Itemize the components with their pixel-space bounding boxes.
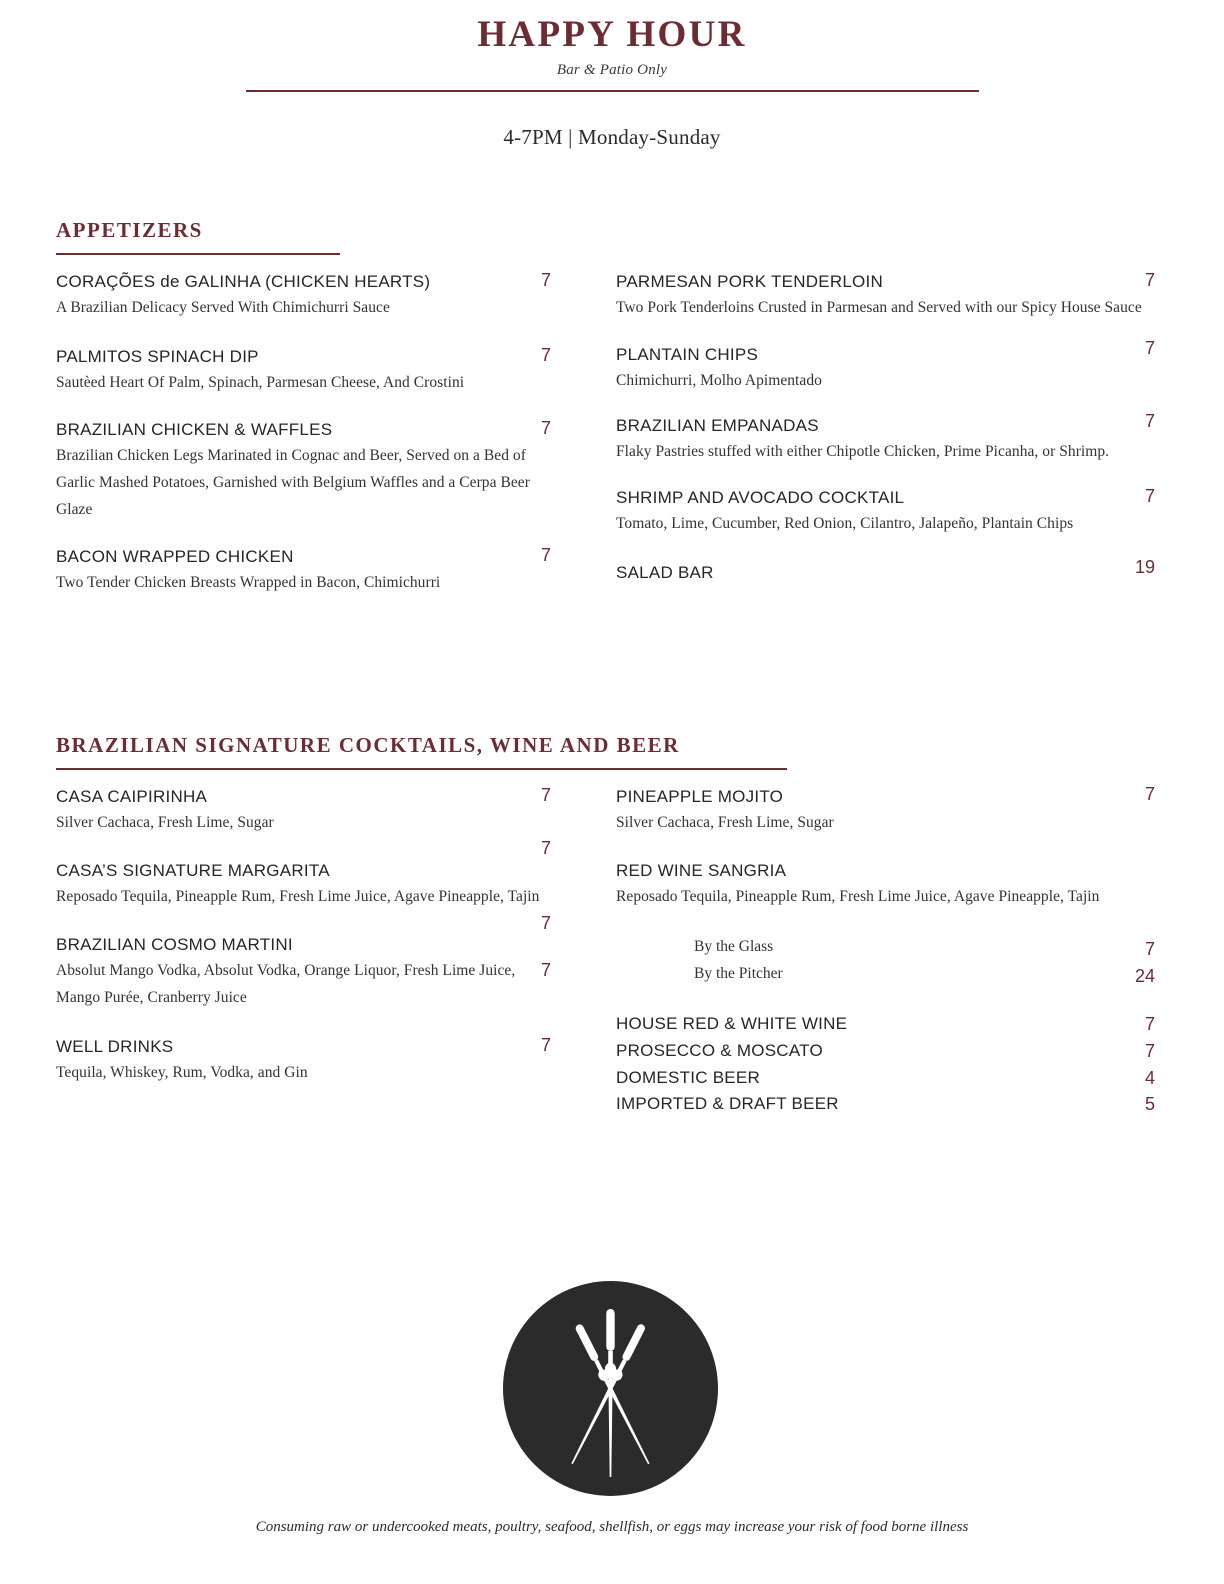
item-name: BRAZILIAN EMPANADAS [616, 416, 819, 436]
item-name: CORAÇÕES de GALINHA (CHICKEN HEARTS) [56, 272, 431, 291]
menu-item [56, 860, 551, 933]
item-name: BACON WRAPPED CHICKEN [56, 547, 294, 567]
menu-item [616, 272, 1168, 322]
item-name: PINEAPPLE MOJITO [616, 787, 784, 806]
sangria-option-label: By the Glass [694, 938, 774, 956]
item-name: PALMITOS SPINACH DIP [56, 346, 259, 366]
menu-item [616, 556, 1168, 583]
sangria-options [616, 934, 1168, 987]
item-price: 19 [1134, 556, 1155, 577]
crossed-skewers-icon [503, 1281, 718, 1496]
item-price: 7 [1144, 337, 1155, 358]
section-appetizers [56, 218, 1168, 592]
menu-item [616, 411, 1168, 466]
item-price: 7 [540, 912, 551, 933]
item-price: 7 [1144, 485, 1155, 506]
item-description: A Brazilian Delicacy Served With Chimichurri Sauce [56, 299, 390, 316]
item-name: HOUSE RED & WHITE WINE [616, 1013, 848, 1033]
menu-item [616, 784, 1168, 837]
happy-hour-times: 4-7PM | Monday-Sunday [503, 124, 721, 149]
item-name: IMPORTED & DRAFT BEER [616, 1094, 839, 1114]
item-name: CASA’S SIGNATURE MARGARITA [56, 860, 330, 880]
item-description: Brazilian Chicken Legs Marinated in Cognac and Beer, Served on a Bed of Garlic Mashed Potatoes, Garnished with Belgium Waffles and a Cerpa Beer Glaze [56, 447, 530, 518]
section-divider-cocktails [56, 768, 787, 770]
footer-disclaimer: Consuming raw or undercooked meats, poultry, seafood, shellfish, or eggs may increase your risk of food borne illness [255, 1519, 969, 1535]
menu-item [616, 337, 1168, 395]
item-price: 7 [540, 270, 551, 290]
item-price: 7 [540, 418, 551, 439]
wine-beer-row [616, 1011, 1168, 1038]
item-name: PLANTAIN CHIPS [616, 344, 759, 364]
item-description: Silver Cachaca, Fresh Lime, Sugar [616, 814, 834, 831]
item-price-secondary: 7 [540, 838, 551, 858]
wine-beer-row [616, 1038, 1168, 1065]
item-price: 5 [1144, 1094, 1155, 1115]
item-name: SALAD BAR [616, 562, 714, 582]
page-subtitle: Bar & Patio Only [556, 61, 668, 78]
section-cocktails-wine-beer [56, 733, 1168, 1115]
item-description: Tequila, Whiskey, Rum, Vodka, and Gin [56, 1063, 308, 1081]
menu-item [616, 861, 1168, 911]
item-description: Two Pork Tenderloins Crusted in Parmesan and Served with our Spicy House Sauce [616, 299, 1142, 316]
item-description: Silver Cachaca, Fresh Lime, Sugar [56, 814, 274, 831]
item-name: PARMESAN PORK TENDERLOIN [616, 272, 884, 291]
item-description: Tomato, Lime, Cucumber, Red Onion, Cilantro, Jalapeño, Plantain Chips [616, 514, 1074, 532]
item-name: WELL DRINKS [56, 1036, 174, 1056]
item-name: RED WINE SANGRIA [616, 860, 787, 880]
cocktails-right-column [616, 784, 1168, 1118]
menu-item [56, 1034, 551, 1087]
item-price: 7 [1144, 1040, 1155, 1061]
appetizers-right-column [616, 272, 1168, 583]
menu-item [56, 935, 551, 1011]
appetizers-left-column [56, 272, 551, 597]
page-title: HAPPY HOUR [477, 14, 747, 55]
sangria-option-row [616, 961, 1168, 988]
section-title-appetizers: APPETIZERS [56, 218, 203, 242]
menu-item [56, 547, 551, 597]
header-divider [246, 90, 979, 92]
sangria-option-price: 7 [1144, 939, 1155, 960]
menu-item [616, 485, 1168, 538]
item-price: 7 [1144, 1013, 1155, 1034]
restaurant-logo [503, 1281, 718, 1496]
item-price: 7 [1144, 784, 1155, 804]
item-description: Reposado Tequila, Pineapple Rum, Fresh Lime Juice, Agave Pineapple, Tajin [56, 887, 540, 905]
sangria-option-price: 24 [1134, 965, 1155, 986]
item-price: 7 [540, 960, 551, 981]
item-price: 7 [540, 344, 551, 365]
menu-item [56, 272, 551, 322]
item-description: Chimichurri, Molho Apimentado [616, 371, 822, 389]
page-header [0, 0, 1224, 150]
item-price: 4 [1144, 1067, 1155, 1088]
item-name: BRAZILIAN COSMO MARTINI [56, 935, 293, 955]
menu-item [56, 344, 551, 397]
sangria-option-row [616, 934, 1168, 961]
section-title-cocktails: BRAZILIAN SIGNATURE COCKTAILS, WINE AND BEER [56, 733, 680, 757]
item-description: Flaky Pastries stuffed with either Chipotle Chicken, Prime Picanha, or Shrimp. [616, 443, 1110, 461]
item-price: 7 [1144, 411, 1155, 432]
section-divider-appetizers [56, 253, 340, 255]
item-name: CASA CAIPIRINHA [56, 787, 208, 806]
item-description: Reposado Tequila, Pineapple Rum, Fresh Lime Juice, Agave Pineapple, Tajin [616, 887, 1100, 905]
item-description: Two Tender Chicken Breasts Wrapped in Bacon, Chimichurri [56, 574, 441, 592]
item-description: Sautèed Heart Of Palm, Spinach, Parmesan Cheese, And Crostini [56, 373, 465, 391]
sangria-option-label: By the Pitcher [694, 964, 783, 982]
item-name: PROSECCO & MOSCATO [616, 1040, 823, 1060]
item-price: 7 [540, 1034, 551, 1055]
item-price: 7 [540, 785, 551, 805]
item-name: BRAZILIAN CHICKEN & WAFFLES [56, 420, 333, 440]
menu-item [56, 785, 551, 858]
wine-beer-row [616, 1065, 1168, 1092]
menu-item [56, 420, 551, 523]
item-name: SHRIMP AND AVOCADO COCKTAIL [616, 487, 905, 507]
item-name: DOMESTIC BEER [616, 1067, 760, 1087]
wine-beer-row [616, 1091, 1168, 1118]
item-price: 7 [540, 545, 551, 566]
wine-beer-list [616, 1011, 1168, 1119]
item-description: Absolut Mango Vodka, Absolut Vodka, Orange Liquor, Fresh Lime Juice, Mango Purée, Cranberry Juice [56, 962, 516, 1006]
cocktails-left-column [56, 787, 551, 1086]
item-price: 7 [1144, 270, 1155, 290]
